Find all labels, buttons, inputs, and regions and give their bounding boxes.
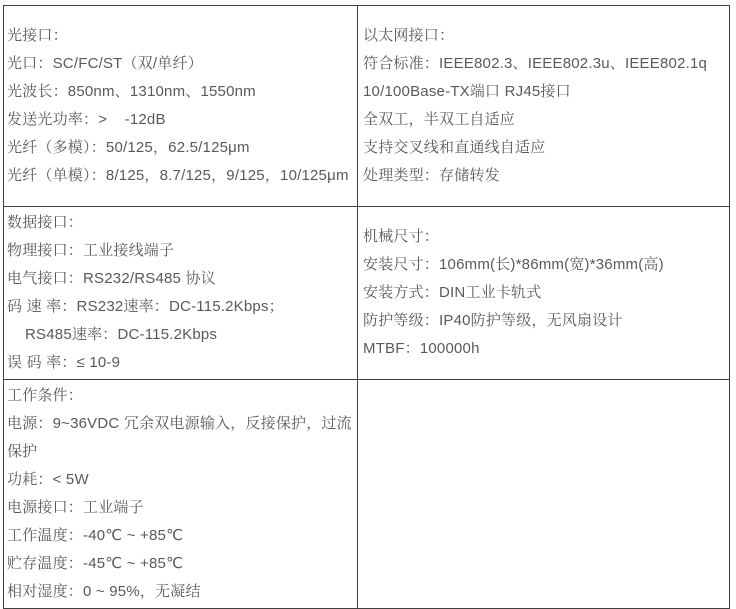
spec-line: 安装方式：DIN工业卡轨式 [363, 284, 542, 301]
spec-line: 光口：SC/FC/ST（双/单纤） [7, 55, 203, 72]
spec-line: 物理接口：工业接线端子 [7, 242, 175, 259]
spec-row-data-mechanical [4, 207, 730, 380]
spec-line: 全双工，半双工自适应 [363, 111, 516, 128]
spec-line: 10/100Base-TX端口 RJ45接口 [363, 83, 571, 100]
spec-row-interfaces [4, 6, 730, 207]
cell-operating-conditions [4, 380, 358, 609]
spec-line: 支持交叉线和直通线自适应 [363, 139, 546, 156]
spec-row-operating [4, 380, 730, 609]
cell-data-interface [4, 207, 358, 380]
spec-line: 安装尺寸：106mm(长)*86mm(宽)*36mm(高) [363, 256, 664, 273]
spec-line: MTBF：100000h [363, 340, 480, 357]
spec-line: 相对湿度：0 ~ 95%，无凝结 [7, 583, 201, 600]
spec-line: RS485速率：DC-115.2Kbps [25, 326, 218, 343]
cell-optical-interface [4, 6, 358, 207]
spec-line: 防护等级：IP40防护等级，无风扇设计 [363, 312, 623, 329]
spec-line: 功耗：< 5W [7, 471, 89, 488]
section-title-optical: 光接口： [7, 27, 68, 44]
spec-line: 电源：9~36VDC 冗余双电源输入，反接保护，过流保护 [7, 415, 352, 460]
spec-line: 光波长：850nm、1310nm、1550nm [7, 83, 256, 100]
cell-empty [358, 380, 730, 609]
spec-line: 电气接口：RS232/RS485 协议 [7, 270, 216, 287]
spec-line: 处理类型：存储转发 [363, 167, 500, 184]
spec-line: 电源接口：工业端子 [7, 499, 144, 516]
spec-line: 符合标准：IEEE802.3、IEEE802.3u、IEEE802.1q [363, 55, 708, 72]
spec-line: 光纤（单模）：8/125，8.7/125，9/125，10/125μm [7, 167, 349, 184]
spec-line: 发送光功率：> -12dB [7, 111, 166, 128]
cell-mechanical-dimensions [358, 207, 730, 380]
spec-line: 贮存温度：-45℃ ~ +85℃ [7, 555, 184, 572]
section-title-mechanical: 机械尺寸： [363, 228, 440, 245]
spec-line: 光纤（多模）：50/125，62.5/125μm [7, 139, 250, 156]
spec-line: 误 码 率：≤ 10-9 [7, 354, 121, 371]
section-title-ethernet: 以太网接口： [363, 27, 455, 44]
spec-table [3, 5, 730, 609]
cell-ethernet-interface [358, 6, 730, 207]
section-title-operating: 工作条件： [7, 387, 84, 404]
spec-line: 码 速 率：RS232速率：DC-115.2Kbps； [7, 298, 284, 315]
spec-line: 工作温度：-40℃ ~ +85℃ [7, 527, 184, 544]
section-title-data: 数据接口： [7, 214, 84, 231]
